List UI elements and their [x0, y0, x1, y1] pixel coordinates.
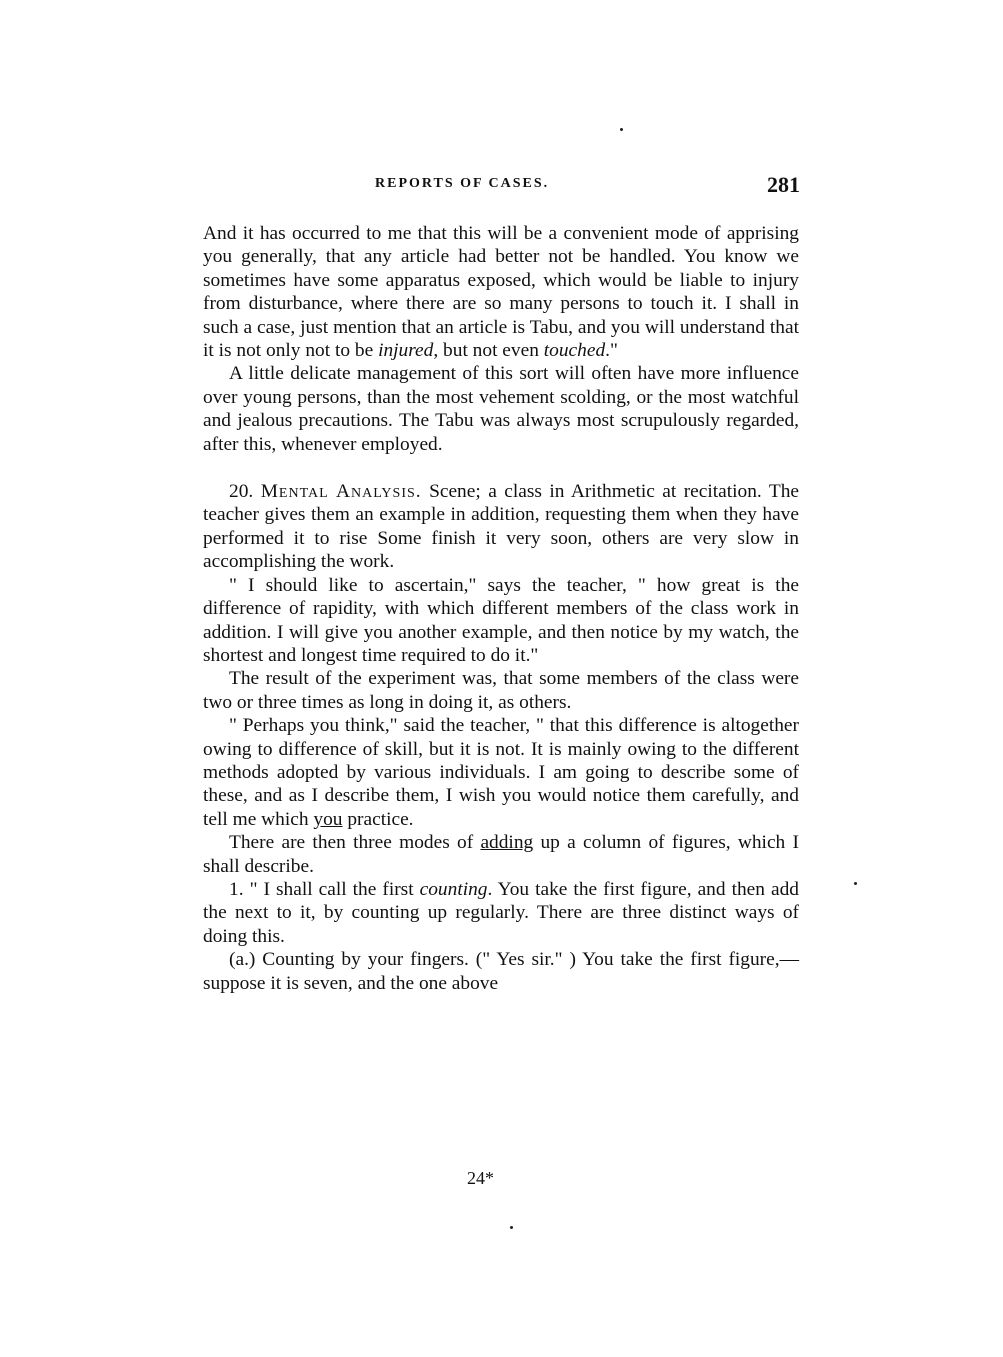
- running-head: REPORTS OF CASES.: [375, 176, 550, 191]
- underlined-span: adding: [480, 832, 534, 854]
- signature-mark: 24*: [467, 1168, 494, 1188]
- paragraph: [203, 574, 799, 668]
- body-text: [203, 222, 799, 995]
- scan-speck: [620, 128, 623, 131]
- text-span: (a.) Counting by your fingers. (" Yes sir." ) You take the first figure,—suppose it is seven, and the one above: [203, 949, 799, 994]
- text-span: . You take the first figure, and then add the next to it, by counting up regularly. There are three distinct ways of doing this.: [203, 878, 799, 947]
- scan-speck: [854, 882, 857, 885]
- text-span: " I should like to ascertain," says the teacher, " how great is the difference of rapidity, with which different members of the class work in addition. I will give you another example, and then notice by my watch, the shortest and longest time required to do it.": [203, 574, 799, 666]
- scan-speck: [510, 1226, 513, 1229]
- text-span: The result of the experiment was, that some members of the class were two or three times as long in doing it, as others.: [203, 668, 799, 713]
- text-span: A little delicate management of this sort will often have more influence over young persons, than the most vehement scolding, or the most watchful and jealous precautions. The Tabu was always most scrupulously regarded, after this, whenever employed.: [203, 363, 799, 455]
- text-span: There are then three modes of: [229, 832, 481, 854]
- text-span: , but not even: [433, 340, 544, 362]
- italic-span: injured: [378, 340, 434, 362]
- paragraph: [203, 480, 799, 574]
- text-span: .": [605, 340, 618, 362]
- section-title: Mental Analysis.: [260, 481, 422, 503]
- paragraph: [203, 831, 799, 878]
- text-span: And it has occurred to me that this will be a convenient mode of apprising you generally, that any article had better not be handled. You know we sometimes have some apparatus exposed, which would be liable to injury from disturbance, where there are so many persons to touch it. I shall in such a case, just mention that an article is Tabu, and you will understand that it is not only not to be: [203, 223, 799, 362]
- text-span: " Perhaps you think," said the teacher, " that this difference is altogether owing to difference of skill, but it is not. It is mainly owing to the different methods adopted by various individuals. I am going to describe some of these, and as I describe them, I wish you would notice them carefully, and tell me which: [203, 715, 799, 830]
- italic-span: touched: [543, 340, 606, 362]
- section-gap: [203, 456, 799, 480]
- paragraph: [203, 222, 799, 362]
- underlined-span: you: [313, 808, 343, 830]
- paragraph: [203, 714, 799, 831]
- text-span: practice.: [342, 808, 414, 830]
- paragraph: [203, 878, 799, 948]
- italic-span: counting: [419, 878, 488, 900]
- text-span: 1. " I shall call the first: [229, 878, 420, 900]
- text-span: up a column of figures, which I shall describe.: [203, 832, 799, 877]
- text-span: Scene; a class in Arithmetic at recitation. The teacher gives them an example in addition, requesting them when they have performed it to rise Some finish it very soon, others are very slow in accomplishing the work.: [203, 481, 799, 573]
- text-span: 20.: [229, 481, 261, 503]
- paragraph: [203, 667, 799, 714]
- paragraph: [203, 362, 799, 456]
- page-number: 281: [767, 172, 800, 197]
- paragraph: [203, 948, 799, 995]
- page-header: [200, 172, 800, 202]
